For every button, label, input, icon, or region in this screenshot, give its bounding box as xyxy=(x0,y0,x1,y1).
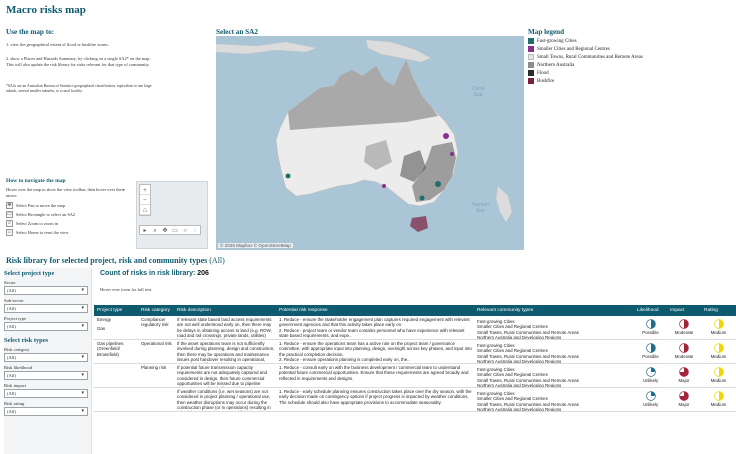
impact-icon[interactable] xyxy=(679,367,689,377)
cell-impact: Moderate xyxy=(667,340,701,363)
lasso-select-icon: ◌ xyxy=(193,228,197,234)
risk-likelihood-label: Risk likelihood xyxy=(4,365,33,370)
rectangle-select-icon: ▭ xyxy=(172,228,178,234)
radial-select-icon: ○ xyxy=(183,228,187,234)
zoom-in-icon: + xyxy=(140,185,150,195)
legend-item-northern-australia: Northern Australia xyxy=(528,61,728,69)
table-body xyxy=(94,316,736,412)
cell-risk-response: 1. Reduce - ensure the stakeholder engagement plan captures required engagement with relevant government agencies and that this activity takes place early on. 2. Reduce - project team or vendor team contains personnel who have experience with relevant state based requirements, and expe.. xyxy=(279,317,470,338)
nav-item-rectangle: ▭ Select Rectangle to select an SA2 xyxy=(7,212,76,217)
group-gas: Gas xyxy=(97,326,106,332)
chevron-down-icon: ▾ xyxy=(81,373,84,378)
cell-project-type xyxy=(94,364,138,387)
chevron-down-icon: ▾ xyxy=(81,391,84,396)
impact-icon[interactable] xyxy=(679,391,689,401)
cell-rating: Medium xyxy=(701,340,736,363)
risk-category-label: Risk category xyxy=(4,347,30,352)
subsector-label: Sub-sector xyxy=(4,298,24,303)
library-scope: (All) xyxy=(209,256,225,265)
legend-item-small-towns: Small Towns, Rural Communities and Remote Areas xyxy=(528,53,728,61)
column-header-project-type: Project type xyxy=(97,308,123,313)
australia-map-graphic[interactable] xyxy=(216,36,524,250)
table-row xyxy=(94,316,736,340)
map-label: Select an SA2 xyxy=(216,28,258,36)
risk-rating-select[interactable]: (All) ▾ xyxy=(4,407,88,416)
likelihood-icon[interactable] xyxy=(646,391,656,401)
cell-rating: Medium xyxy=(701,388,736,411)
cell-risk-category: Operational risk xyxy=(141,341,172,346)
view-toolbar xyxy=(139,225,201,235)
svg-text:Sea: Sea xyxy=(473,92,483,98)
chevron-down-icon: ▾ xyxy=(81,355,84,360)
legend-item-fast-growing-cities: Fast-growing Cities xyxy=(528,37,728,45)
cell-risk-response: 1. Reduce - ensure the operations team has a active role on the project team / governance committee, with appropriate input into planning, design, oversight across key phases, and input into the practical completion decision. 2. Reduce - ensure operations planning is completed early on, the.. xyxy=(279,341,472,362)
risk-rating-label: Risk rating xyxy=(4,401,25,406)
cell-impact: Major xyxy=(667,364,701,387)
risk-likelihood-select[interactable]: (All) ▾ xyxy=(4,371,88,380)
legend-title: Map legend xyxy=(528,28,565,36)
nav-item-pan: ✥ Select Pan to move the map xyxy=(7,203,65,208)
swatch xyxy=(528,62,534,68)
swatch xyxy=(528,38,534,44)
nav-heading: How to navigate the map xyxy=(6,178,66,184)
zoom-icon: ⌕ xyxy=(153,228,157,234)
swatch xyxy=(528,70,534,76)
cell-likelihood: Unlikely xyxy=(634,388,667,411)
library-title: Risk library for selected project, risk and community types (All) xyxy=(6,256,225,265)
group-energy: Energy xyxy=(97,317,111,322)
cell-risk-description: If weather conditions (i.e. wet seasons) are not considered in project planning / operational use, then weather disruptions may occur during the construction phase (or in operations) resulting in xyxy=(177,389,271,410)
cell-risk-response: 1. Reduce - consult early on with the business development / commercial team to understand potential future commercial opportunities. Ensure that these requirements are agreed broadly and reflected in requirements and designs. xyxy=(279,365,469,381)
cell-project-type xyxy=(94,316,138,339)
zoom-out-icon: − xyxy=(140,195,150,205)
cell-impact: Major xyxy=(667,388,701,411)
cell-impact: Moderate xyxy=(667,316,701,339)
nav-instructions-list xyxy=(6,201,134,237)
cell-likelihood: Unlikely xyxy=(634,364,667,387)
cell-project-type xyxy=(94,388,138,411)
sector-select[interactable]: (All) ▾ xyxy=(4,286,88,295)
risk-count: Count of risks in risk library: 206 xyxy=(100,270,209,277)
likelihood-icon[interactable] xyxy=(646,319,656,329)
cell-risk-category: Compliance/ regulatory risk xyxy=(141,317,169,328)
cell-likelihood: Possible xyxy=(634,316,667,339)
svg-text:Sea: Sea xyxy=(475,208,485,214)
swatch xyxy=(528,46,534,52)
project-type-label: Project type xyxy=(4,316,27,321)
cell-risk-category xyxy=(138,388,174,411)
cell-risk-description: If the asset operations team is not sufficiently involved during planning, design and construction, then there may be operations and maintenance issues post handover resulting in operational, xyxy=(177,341,275,362)
table-row xyxy=(94,364,736,388)
column-header-impact: Impact xyxy=(670,308,685,313)
cell-project-type: Gas pipelines (Greenfield/ Brownfield) xyxy=(97,341,124,357)
instructions-footnote: *SA2s are an Australian Bureau of Statistics geographical classification, equivalent to one large suburb, several smaller suburbs, or a rural locality. xyxy=(6,84,152,94)
project-filter-heading: Select project type xyxy=(4,270,55,277)
coral-sea-label: Coral xyxy=(472,86,484,92)
project-type-select[interactable]: (All) ▾ xyxy=(4,322,88,331)
legend-item-flood: Flood xyxy=(528,69,728,77)
nav-intro: Hover over the map to show the view toolbar, then hover over the ▸ arrow: xyxy=(6,187,125,199)
cell-community-types: Fast-growing Cities Smaller Cities and Regional Centres Small Towns, Rural Communities and Remote Areas Northern Australia and Developing Regions xyxy=(477,367,579,387)
risk-filter-heading: Select risk types xyxy=(4,337,49,344)
chevron-down-icon: ▾ xyxy=(81,324,84,329)
cell-risk-description: If relevant state based land access requirements are not well understood early on, then there may be delays in obtaining access to land (e.g. ROW, road and rail crossings, private lands, utilities) xyxy=(177,317,272,338)
risk-library-table xyxy=(94,305,736,412)
risk-impact-select[interactable]: (All) ▾ xyxy=(4,389,88,398)
column-header-risk-category: Risk category xyxy=(141,308,171,313)
legend-item-smaller-cities: Smaller Cities and Regional Centres xyxy=(528,45,728,53)
rating-icon[interactable] xyxy=(714,367,724,377)
chevron-down-icon: ▾ xyxy=(81,409,84,414)
hover-hint: Hover over icons for full text. xyxy=(100,287,153,292)
page-title: Macro risks map xyxy=(6,4,86,16)
table-header xyxy=(94,305,736,316)
legend-item-bushfire: Bushfire xyxy=(528,77,728,85)
expand-arrow-icon: ▸ xyxy=(143,228,147,234)
nav-item-zoom: ⌕ Select Zoom to zoom in xyxy=(6,219,134,228)
chevron-down-icon: ▾ xyxy=(81,288,84,293)
rating-icon[interactable] xyxy=(714,391,724,401)
pan-icon: ✥ xyxy=(7,203,12,208)
instructions-heading: Use the map to: xyxy=(6,28,55,36)
likelihood-icon[interactable] xyxy=(646,367,656,377)
home-icon: ⌂ xyxy=(140,205,150,215)
cell-rating: Medium xyxy=(701,364,736,387)
impact-icon[interactable] xyxy=(679,343,689,353)
chevron-down-icon: ▾ xyxy=(81,306,84,311)
map-toolbar-illustration xyxy=(136,181,208,249)
filter-panel xyxy=(4,268,92,454)
risk-impact-label: Risk impact xyxy=(4,383,27,388)
map-legend xyxy=(528,28,728,85)
swatch xyxy=(528,78,534,84)
rectangle-select-icon: ▭ xyxy=(7,212,12,217)
subsector-select[interactable]: (All) ▾ xyxy=(4,304,88,313)
cell-risk-category: Planning risk xyxy=(141,365,167,370)
column-header-rating: Rating xyxy=(704,308,718,313)
pan-icon: ✥ xyxy=(162,228,168,234)
table-row xyxy=(94,388,736,412)
column-header-relevant-community-types: Relevant community types xyxy=(477,308,534,313)
column-header-likelihood: Likelihood xyxy=(637,308,659,313)
column-header-potential-risk-response: Potential risk response xyxy=(279,308,328,313)
tasman-sea-label: Tasman xyxy=(471,202,489,208)
cell-risk-description: If potential future transmission capacity requirements are not adequately captured and considered in design, then future commercial opportunities will be missed due to pipeline xyxy=(177,365,268,386)
column-header-risk-description: Risk description xyxy=(177,308,211,313)
rating-icon[interactable] xyxy=(714,319,724,329)
cell-community-types: Fast-growing Cities Smaller Cities and Regional Centres Small Towns, Rural Communities and Remote Areas Northern Australia and Developing Regions xyxy=(477,343,579,363)
table-row xyxy=(94,340,736,364)
cell-rating: Medium xyxy=(701,316,736,339)
swatch xyxy=(528,54,534,60)
sector-label: Sector xyxy=(4,280,16,285)
nav-item-home: ⌂ Select Home to reset the view xyxy=(7,230,69,235)
home-icon: ⌂ xyxy=(7,230,11,235)
cell-risk-response: 1. Reduce - early schedule planning ensures construction takes place over the dry season, with the early decision made on contingency options if project progress is impacted by weather conditions. The schedule should also have appropriate provisions to accommodate seasonality. xyxy=(279,389,472,405)
instructions-step-2: 2. show a Places and Hazards Summary, by clicking on a single SA2* on the map. This will also update the risk library for risks relevant for that type of community. xyxy=(6,56,151,68)
likelihood-icon[interactable] xyxy=(646,343,656,353)
impact-icon[interactable] xyxy=(679,319,689,329)
cell-community-types: Fast-growing Cities Smaller Cities and Regional Centres Small Towns, Rural Communities and Remote Areas Northern Australia and Developing Regions xyxy=(477,391,579,411)
cell-community-types: Fast-growing Cities Smaller Cities and Regional Centres Small Towns, Rural Communities and Remote Areas Northern Australia and Developing Regions xyxy=(477,319,579,339)
zoom-icon: ⌕ xyxy=(6,220,13,227)
rating-icon[interactable] xyxy=(714,343,724,353)
instructions-step-1: 1. view the geographical extent of flood or bushfire zones, xyxy=(6,42,109,47)
risk-category-select[interactable]: (All) ▾ xyxy=(4,353,88,362)
sa2-map[interactable] xyxy=(216,36,524,250)
zoom-controls xyxy=(139,184,151,216)
cell-likelihood: Possible xyxy=(634,340,667,363)
map-attribution[interactable]: © 2026 Mapbox © OpenStreetMap xyxy=(220,243,291,248)
